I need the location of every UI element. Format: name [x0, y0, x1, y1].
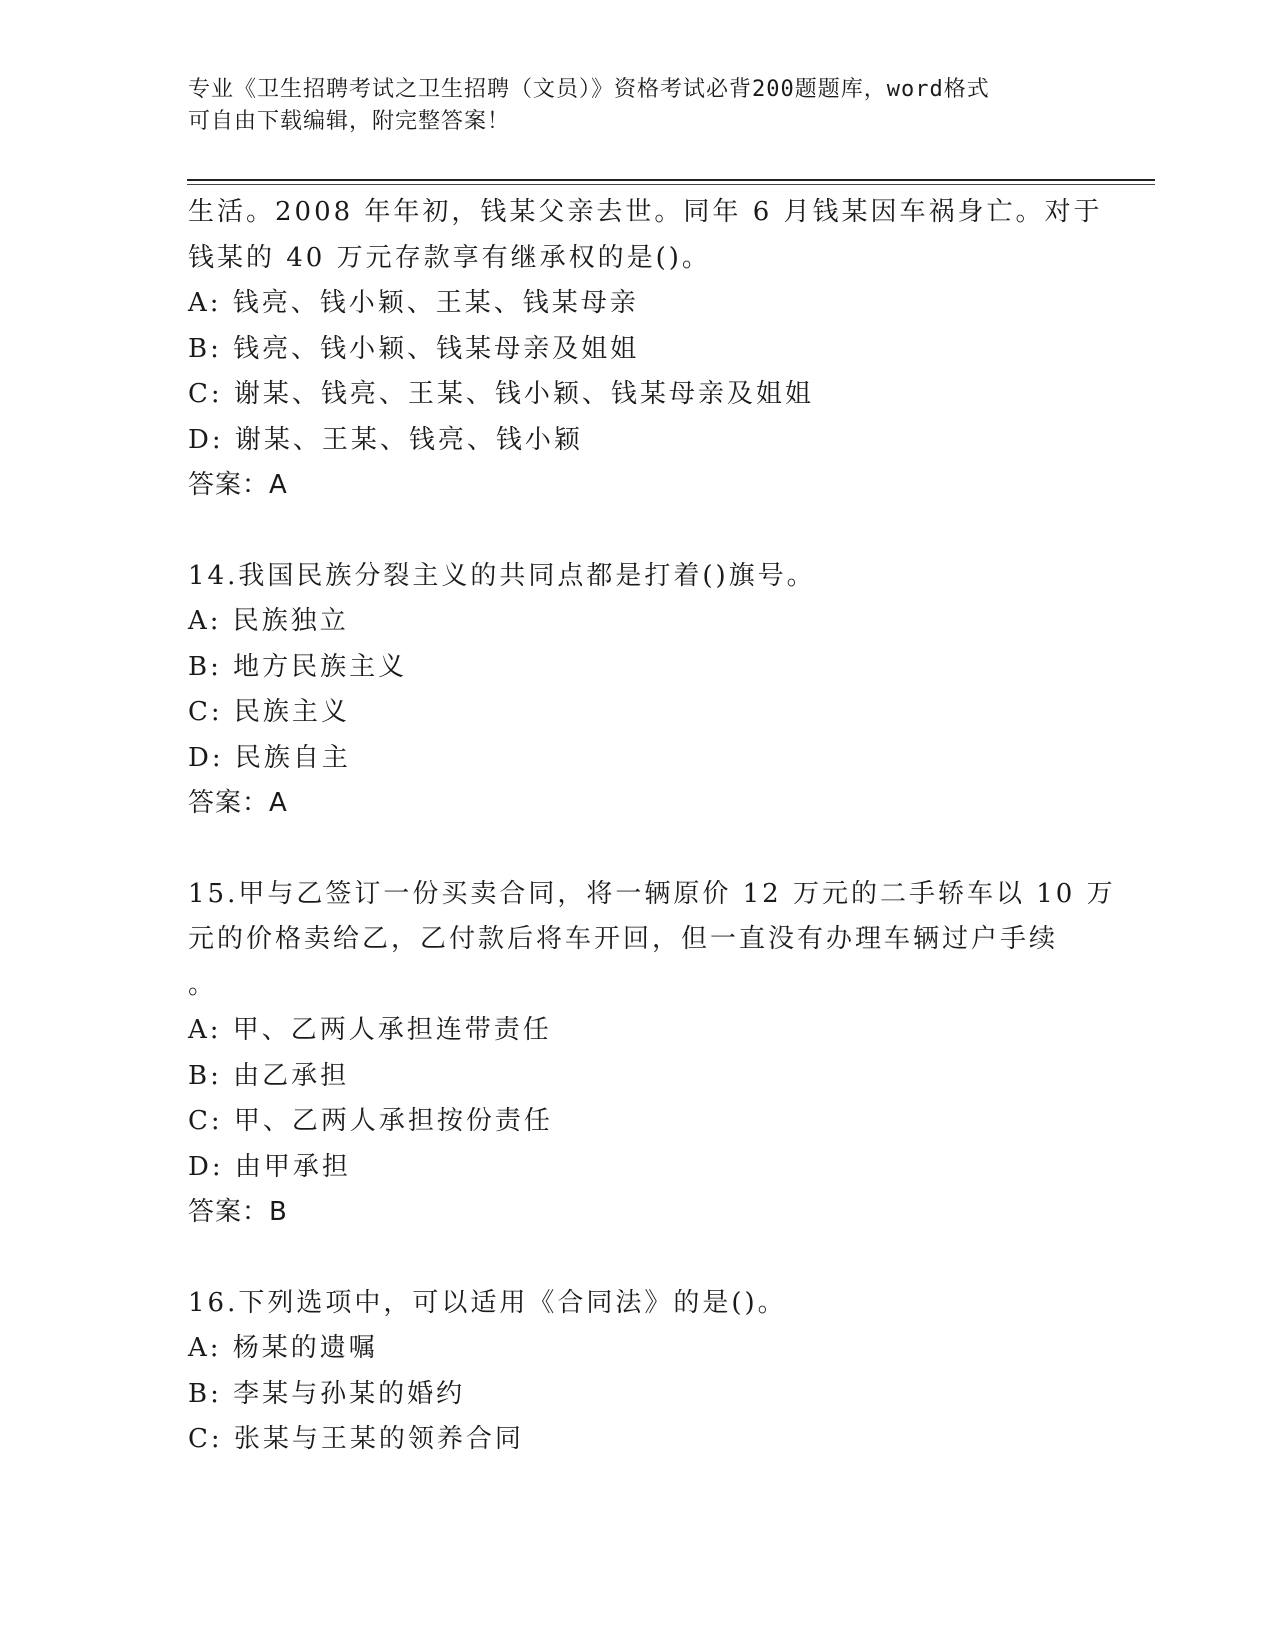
option-c: C: 民族主义	[188, 697, 350, 727]
question-stem: 钱某的 40 万元存款享有继承权的是()。	[188, 242, 711, 273]
question-stem: 生活。2008 年年初，钱某父亲去世。同年 6 月钱某因车祸身亡。对于	[188, 197, 1103, 227]
header-divider-thick	[187, 179, 1155, 181]
option-b: B: 钱亮、钱小颖、钱某母亲及姐姐	[188, 333, 640, 364]
option-c: C: 谢某、钱亮、王某、钱小颖、钱某母亲及姐姐	[188, 379, 814, 409]
question-stem: 。	[188, 969, 218, 1000]
document-header	[188, 74, 1068, 138]
spacer	[188, 509, 1088, 554]
option-d: D: 民族自主	[188, 742, 351, 773]
header-line-2: 可自由下载编辑，附完整答案！	[188, 109, 511, 134]
question-stem: 元的价格卖给乙，乙付款后将车开回，但一直没有办理车辆过户手续	[188, 924, 1059, 954]
option-a: A: 民族独立	[188, 606, 349, 636]
question-16	[188, 1281, 1088, 1463]
question-13	[188, 190, 1103, 509]
header-line-1: 专业《卫生招聘考试之卫生招聘（文员）》资格考试必背200题题库，word格式	[188, 77, 990, 102]
document-body	[188, 190, 1116, 1463]
question-stem: 16.下列选项中，可以适用《合同法》的是()。	[188, 1287, 787, 1318]
option-a: A: 杨某的遗嘱	[188, 1333, 378, 1363]
option-c: C: 甲、乙两人承担按份责任	[188, 1106, 553, 1136]
option-b: B: 地方民族主义	[188, 651, 408, 682]
option-a: A: 钱亮、钱小颖、王某、钱某母亲	[188, 288, 639, 318]
option-c: C: 张某与王某的领养合同	[188, 1424, 524, 1454]
question-15	[188, 872, 1116, 1236]
answer-label: 答案：A	[188, 788, 288, 818]
option-b: B: 李某与孙某的婚约	[188, 1378, 466, 1409]
option-b: B: 由乙承担	[188, 1060, 350, 1091]
answer-label: 答案：A	[188, 470, 288, 500]
question-14	[188, 554, 1088, 827]
answer-label: 答案：B	[188, 1197, 288, 1227]
question-stem: 14.我国民族分裂主义的共同点都是打着()旗号。	[188, 560, 816, 591]
spacer	[188, 827, 1088, 872]
spacer	[188, 1236, 1088, 1281]
question-stem: 15.甲与乙签订一份买卖合同，将一辆原价 12 万元的二手轿车以 10 万	[188, 878, 1116, 909]
option-d: D: 谢某、王某、钱亮、钱小颖	[188, 424, 583, 455]
option-d: D: 由甲承担	[188, 1151, 351, 1182]
option-a: A: 甲、乙两人承担连带责任	[188, 1015, 552, 1045]
header-divider-thin	[187, 184, 1155, 185]
